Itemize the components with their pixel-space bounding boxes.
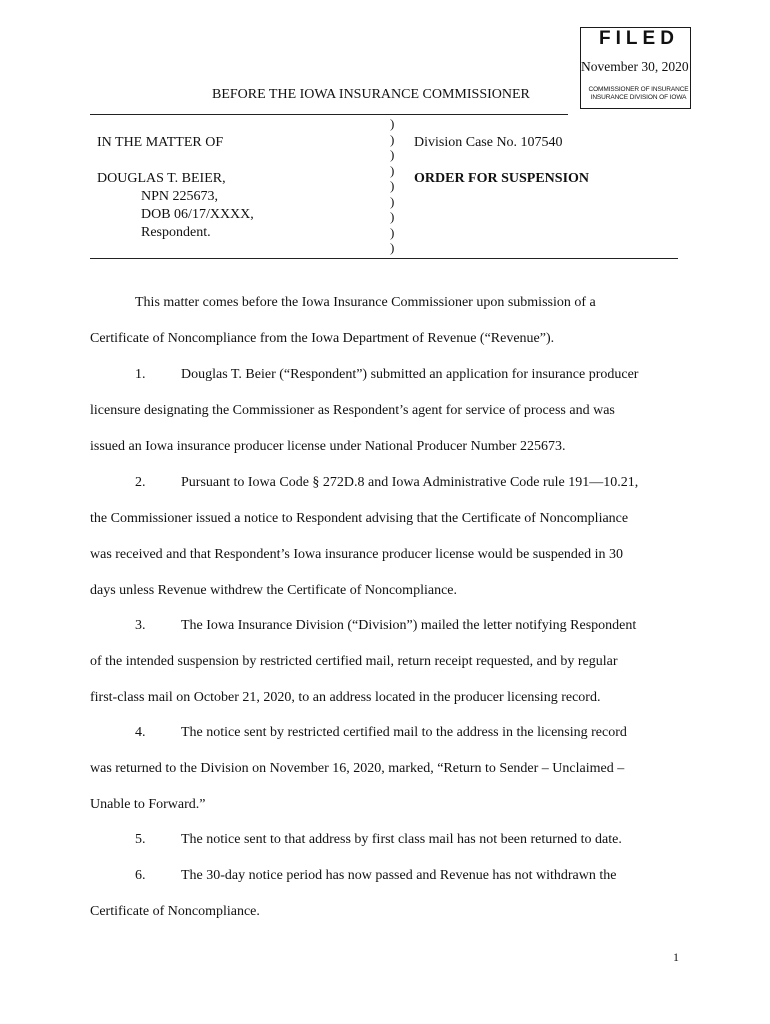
caption-paren: ) xyxy=(390,178,395,193)
body-line: The notice sent to that address by first class mail has not been returned to date. xyxy=(181,832,622,847)
heading-rule xyxy=(90,114,568,115)
caption-paren: ) xyxy=(390,162,395,178)
paragraph-number: 1. xyxy=(135,367,146,382)
paragraph-number: 3. xyxy=(135,618,146,633)
body-line: first-class mail on October 21, 2020, to an address located in the producer licensing record. xyxy=(90,690,601,705)
stamp-issuer-line-1: COMMISSIONER OF INSURANCE xyxy=(588,86,689,93)
body-line: The notice sent by restricted certified mail to the address in the licensing record xyxy=(181,725,627,740)
body-line: days unless Revenue withdrew the Certificate of Noncompliance. xyxy=(90,583,457,598)
body-line: Unable to Forward.” xyxy=(90,797,206,812)
caption-paren: ) xyxy=(390,116,395,131)
body-line: licensure designating the Commissioner as Respondent’s agent for service of process and was xyxy=(90,403,615,418)
filed-stamp xyxy=(580,27,691,109)
respondent-dob: DOB 06/17/XXXX, xyxy=(141,207,254,222)
document-heading: BEFORE THE IOWA INSURANCE COMMISSIONER xyxy=(212,87,530,102)
caption-paren: ) xyxy=(390,147,395,162)
body-line: issued an Iowa insurance producer license under National Producer Number 225673. xyxy=(90,439,566,454)
body-line: was returned to the Division on November 16, 2020, marked, “Return to Sender – Unclaimed – xyxy=(90,761,625,776)
paragraph-number: 4. xyxy=(135,725,146,740)
respondent-role: Respondent. xyxy=(141,225,211,240)
body-line: of the intended suspension by restricted certified mail, return receipt requested, and by regular xyxy=(90,654,618,669)
body-line: was received and that Respondent’s Iowa insurance producer license would be suspended in 30 xyxy=(90,547,624,562)
respondent-name: DOUGLAS T. BEIER, xyxy=(97,171,226,186)
paragraph-number: 6. xyxy=(135,868,146,883)
caption-paren: ) xyxy=(390,240,395,255)
body-line: Certificate of Noncompliance. xyxy=(90,904,260,919)
order-title: ORDER FOR SUSPENSION xyxy=(414,171,590,186)
body-line: The 30-day notice period has now passed and Revenue has not withdrawn the xyxy=(181,868,617,883)
caption-paren: ) xyxy=(390,193,395,209)
caption-paren-column xyxy=(390,116,394,256)
page-number: 1 xyxy=(673,950,679,964)
division-case-number: Division Case No. 107540 xyxy=(414,135,563,150)
stamp-issuer-line-2: INSURANCE DIVISION OF IOWA xyxy=(590,94,687,101)
body-line: The Iowa Insurance Division (“Division”) mailed the letter notifying Respondent xyxy=(181,618,637,633)
paragraph-number: 5. xyxy=(135,832,146,847)
body-line: Certificate of Noncompliance from the Iowa Department of Revenue (“Revenue”). xyxy=(90,331,555,346)
body-line: Pursuant to Iowa Code § 272D.8 and Iowa Administrative Code rule 191—10.21, xyxy=(181,475,639,490)
stamp-date: November 30, 2020 xyxy=(581,59,689,74)
caption-paren: ) xyxy=(390,224,395,240)
caption-paren: ) xyxy=(390,209,395,224)
paragraph-number: 2. xyxy=(135,475,146,490)
body-line: the Commissioner issued a notice to Respondent advising that the Certificate of Noncompliance xyxy=(90,511,629,526)
body-line: This matter comes before the Iowa Insurance Commissioner upon submission of a xyxy=(135,295,596,310)
stamp-title: FILED xyxy=(599,28,679,49)
caption-rule xyxy=(90,258,678,259)
body-line: Douglas T. Beier (“Respondent”) submitted an application for insurance producer xyxy=(181,367,639,382)
caption-paren: ) xyxy=(390,131,395,147)
respondent-npn: NPN 225673, xyxy=(141,189,219,204)
in-the-matter-label: IN THE MATTER OF xyxy=(97,135,224,150)
